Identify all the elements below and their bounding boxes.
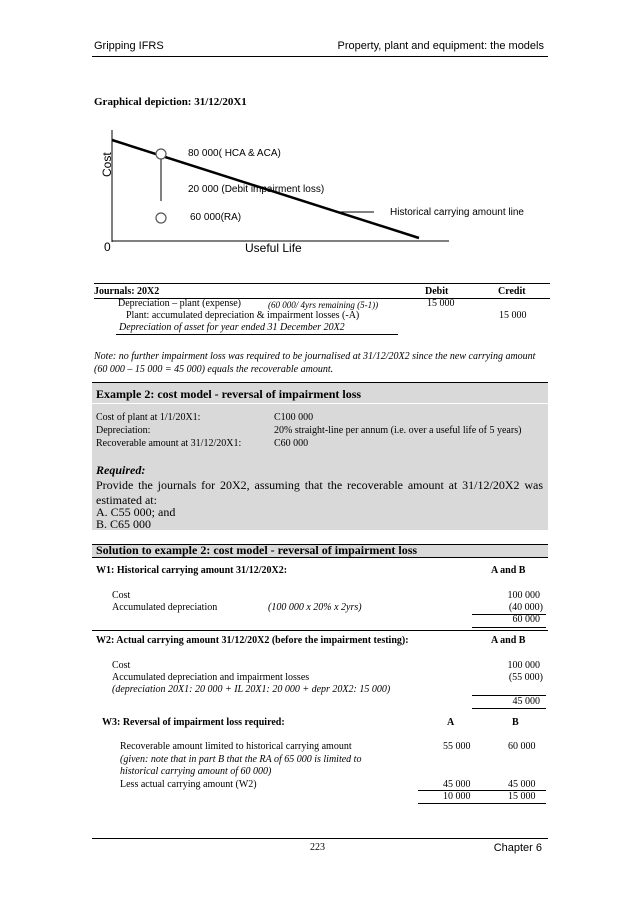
- w1-total-rule: [472, 627, 546, 628]
- ra-point: [156, 213, 166, 223]
- origin-label: 0: [104, 240, 111, 254]
- option-a: A. C55 000; and: [96, 505, 176, 519]
- col-credit: Credit: [498, 286, 526, 297]
- w3-less-label: Less actual carrying amount (W2): [120, 779, 257, 790]
- example-row1-value: C100 000: [274, 412, 314, 423]
- w2-col: A and B: [491, 635, 526, 646]
- line-label: Historical carrying amount line: [390, 207, 524, 218]
- hca-point: [156, 149, 166, 159]
- footer-chapter: Chapter 6: [493, 842, 542, 854]
- journal-top-rule: [94, 283, 550, 284]
- w1-acc-label: Accumulated depreciation: [112, 602, 218, 613]
- w3-ra-label: Recoverable amount limited to historical carrying amount: [120, 741, 352, 752]
- w1-cost-value: 100 000: [507, 590, 540, 601]
- journal-line2-account: Plant: accumulated depreciation & impairment losses (-A): [126, 310, 360, 321]
- example-row2-value: 20% straight-line per annum (i.e. over a useful life of 5 years): [274, 425, 522, 436]
- solution-title: Solution to example 2: cost model - reversal of impairment loss: [96, 543, 418, 557]
- w1-total: 60 000: [512, 614, 540, 625]
- w2-acc-value: (55 000): [508, 672, 543, 683]
- w2-acc-label: Accumulated depreciation and impairment losses: [112, 672, 310, 683]
- w3-ra-note1: (given: note that in part B that the RA of 65 000 is limited to: [120, 754, 362, 765]
- example-row3-value: C60 000: [274, 438, 309, 449]
- journal-line1-debit: 15 000: [427, 298, 455, 309]
- y-axis-label: Cost: [100, 152, 114, 177]
- w2-cost-value: 100 000: [507, 660, 540, 671]
- w2-cost-label: Cost: [112, 660, 131, 671]
- w3-col-a: A: [447, 717, 455, 728]
- w2-acc-note: (depreciation 20X1: 20 000 + IL 20X1: 20 000 + depr 20X2: 15 000): [112, 684, 391, 695]
- w3-col-b: B: [512, 717, 519, 728]
- w3-less-b: 45 000: [508, 779, 536, 790]
- example-row3-label: Recoverable amount at 31/12/20X1:: [96, 438, 242, 449]
- header-left: Gripping IFRS: [94, 40, 164, 52]
- debit-impairment-label: 20 000 (Debit impairment loss): [188, 184, 325, 195]
- example-top-rule: [92, 382, 548, 383]
- w3-title: W3: Reversal of impairment loss required:: [102, 717, 285, 728]
- w1-acc-note: (100 000 x 20% x 2yrs): [268, 602, 362, 613]
- journal-narration: Depreciation of asset for year ended 31 December 20X2: [119, 322, 345, 333]
- x-axis-label: Useful Life: [245, 241, 302, 255]
- solution-title-rule: [92, 557, 548, 558]
- journal-title: Journals: 20X2: [94, 286, 160, 297]
- w3-ra-a: 55 000: [443, 741, 471, 752]
- graph-title: Graphical depiction: 31/12/20X1: [94, 96, 247, 108]
- col-debit: Debit: [425, 286, 449, 297]
- example-title: Example 2: cost model - reversal of impairment loss: [96, 387, 362, 401]
- note-text: Note: no further impairment loss was required to be journalised at 31/12/20X2 since the new carrying amount (60 000 – 15 000 = 45 000) equals the recoverable amount.: [94, 351, 536, 375]
- journal-line2-credit: 15 000: [499, 310, 527, 321]
- w2-total: 45 000: [512, 696, 540, 707]
- w3-ra-b: 60 000: [508, 741, 536, 752]
- option-b: B. C65 000: [96, 517, 152, 531]
- w1-title: W1: Historical carrying amount 31/12/20X2:: [96, 565, 288, 576]
- example-title-divider: [92, 403, 548, 404]
- journal-line1-note: (60 000/ 4yrs remaining (5-1)): [268, 300, 379, 310]
- example-row1-label: Cost of plant at 1/1/20X1:: [96, 412, 201, 423]
- w1-col: A and B: [491, 565, 526, 576]
- required-text: Provide the journals for 20X2, assuming that the recoverable amount at 31/12/20X2 was estimated at:: [96, 478, 543, 507]
- required-heading: Required:: [96, 463, 146, 477]
- journal-bottom-rule: [116, 334, 398, 335]
- header-rule: [92, 56, 548, 57]
- journal-line1-account: Depreciation – plant (expense): [118, 298, 242, 309]
- ra-label: 60 000(RA): [190, 212, 242, 223]
- w2-total-rule: [472, 708, 546, 709]
- w3-total-a: 10 000: [443, 791, 471, 802]
- w3-total-b: 15 000: [508, 791, 536, 802]
- example-row2-label: Depreciation:: [96, 425, 151, 436]
- footer-rule: [92, 838, 548, 839]
- w3-ra-note2: historical carrying amount of 60 000): [120, 766, 272, 777]
- w3-less-a: 45 000: [443, 779, 471, 790]
- hca-label: 80 000( HCA & ACA): [188, 148, 281, 159]
- footer-page: 223: [310, 842, 325, 853]
- header-right: Property, plant and equipment: the models: [337, 40, 544, 52]
- w2-title: W2: Actual carrying amount 31/12/20X2 (before the impairment testing):: [96, 635, 409, 646]
- w1-acc-value: (40 000): [508, 602, 543, 613]
- w1-section-rule: [92, 630, 548, 631]
- w3-total-rule: [418, 803, 546, 804]
- w1-cost-label: Cost: [112, 590, 131, 601]
